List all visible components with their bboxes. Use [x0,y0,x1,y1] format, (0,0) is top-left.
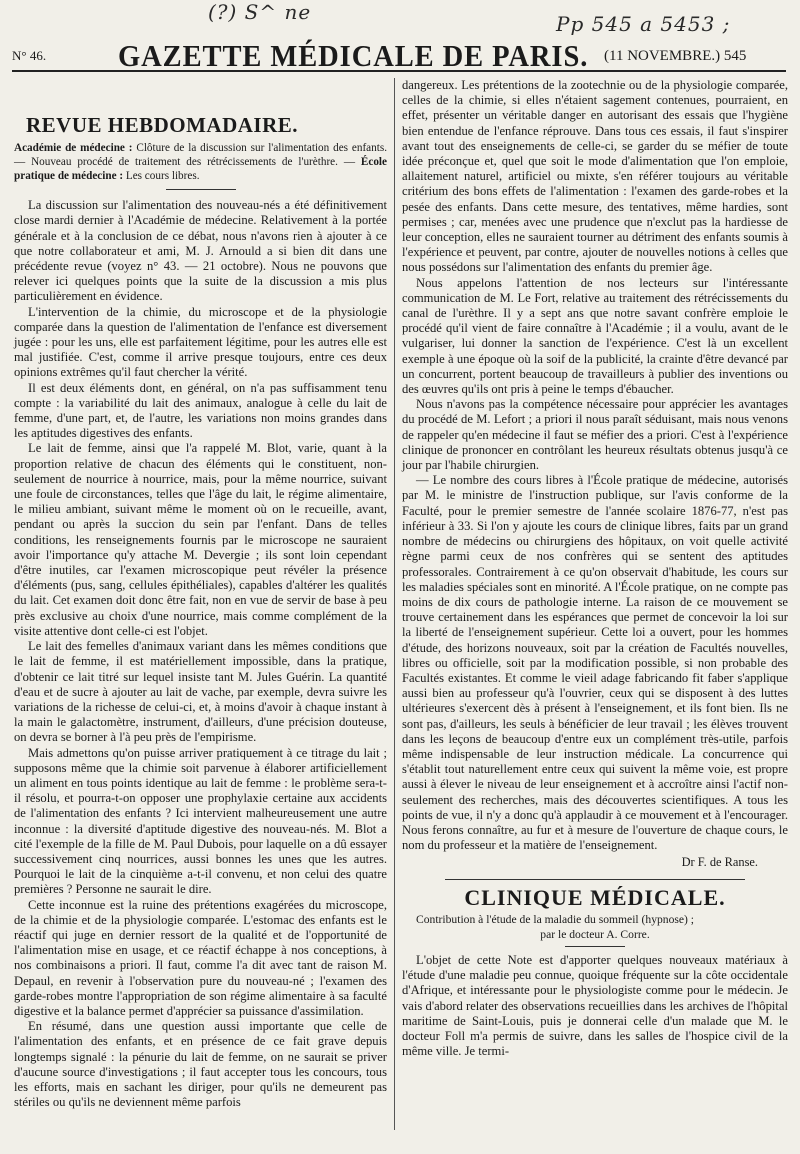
left-column [14,78,387,1134]
paragraph: Nous appelons l'attention de nos lecteurs sur l'intéressante communication de M. Le Fort, relative au traitement des rétrécissements du canal de l'urèthre. Il y a sept ans que notre savant confrère emploie le procédé qu'il vient de faire connaître à l'Académie ; il a voulu, avant de le vulgariser, lui donner la sanction de l'expérience. C'est là un excellent exemple à une époque où la soif de la publicité, la crainte d'être devancé par un concurrent, portent beaucoup de travailleurs à publier des inventions ou des œuvres qu'ils ont pris à peine le temps d'ébaucher. [402,275,788,397]
paragraph: Le lait des femelles d'animaux variant dans les mêmes conditions que le lait de femme, il est matériellement impossible, dans la pratique, d'obtenir ce lait titré sur lequel insiste tant M. Jules Guérin. La quantité d'eau et de sucre à ajouter au lait de vache, par exemple, devra suivre les variations de la richesse de celui-ci, et, à moins d'avoir à chaque instant à la main le galactomètre, instrument, d'ailleurs, d'une précision douteuse, on devra se borner à l'à peu près de l'empirisme. [14,639,387,745]
paragraph: L'intervention de la chimie, du microscope et de la physiologie comparée dans la question de l'alimentation de l'enfance est diversement jugée : pour les uns, elle est parfaitement légitime, pour les autres elle est mal justifiée. C'est, comme il arrive presque toujours, entre ces deux opinions extrêmes qu'il faut chercher la vérité. [14,304,387,380]
right-column [402,78,788,1134]
section-rule [445,879,745,880]
paragraph: Cette inconnue est la ruine des prétentions exagérées du microscope, de la chimie et de la physiologie comparée. L'estomac des enfants est le réactif qui juge en dernier ressort de la qualité et de l'opportunité de l'alimentation mise en usage, et ce réactif échappe à nos conceptions, à nos combinaisons a priori. Il faut, comme l'a dit avec tant de raison M. Depaul, en revenir à l'observation pure du nouveau-né ; l'examen des garde-robes montre l'appropriation de son régime alimentaire à sa faculté digestive et la balance permet d'apprécier sa puissance d'assimilation. [14,897,387,1018]
summary-school-label: École pratique de médecine : [14,156,388,183]
review-summary [14,141,387,183]
masthead [0,38,800,73]
column-divider [394,78,395,1130]
review-heading: REVUE HEBDOMADAIRE. [26,113,299,137]
contribution-title: Contribution à l'étude de la maladie du sommeil (hypnose) ; [416,912,695,926]
handwritten-annotation-top: (?) S^ ne [208,0,312,24]
paragraph: Il est deux éléments dont, en général, on n'a pas suffisamment tenu compte : la variabilité du lait des animaux, analogue à celle du lait de femme, d'une part, et, de l'autre, les variations non moins grandes dans les aptitudes digestives des enfants. [14,380,387,441]
summary-rule [166,189,236,190]
paragraph: Mais admettons qu'on puisse arriver pratiquement à ce titrage du lait ; supposons même que la chimie soit parvenue à élaborer artificiellement un aliment en tous points identique au lait de femme : le problème sera-t-il résolu, et pourra-t-on opposer une prophylaxie certaine aux accidents de l'alimentation des enfants ? Ici intervient malheureusement une autre inconnue : la diversité d'aptitude digestive des nouveau-nés. M. Blot a cité l'exemple de la fille de M. Paul Dubois, pour laquelle on a dû essayer successivement cinq nourrices, aussi bonnes les unes que les autres. Pourquoi le lait de la cinquième a-t-il convenu, et non celui des quatre premières ? Personne ne saurait le dire. [14,745,387,897]
paragraph: Le lait de femme, ainsi que l'a rappelé M. Blot, varie, quant à la proportion relative de chacun des éléments qui le constituent, non-seulement de nourrice à nourrice, mais, pour la même nourrice, suivant une foule de circonstances, telles que l'âge du lait, le régime alimentaire, le milieu ambiant, suivant même le moment où on le recueille, avant, pendant ou après la succion du sein par l'enfant. Dans de telles conditions, les renseignements fournis par le microscope ne sauraient avoir l'importance qu'y attache M. Devergie ; ils sont loin cependant d'être inutiles, car l'examen microscopique peut révéler la présence d'éléments (pus, sang, cellules épithéliales), capables d'altérer les qualités du lait. Cet examen doit donc être fait, non en vue de servir de base à peu près exclusive au choix d'une nourrice, mais comme complément de la visite attentive dont celle-ci est l'objet. [14,441,387,638]
paragraph: La discussion sur l'alimentation des nouveau-nés a été définitivement close mardi dernier à l'Académie de médecine. Relativement à la portée générale et à la conclusion de ce débat, nous n'avons rien à ajouter à ce que notre collaborateur et ami, M. J. Arnould a si bien dit dans une précédente revue (voyez n° 43. — 21 octobre). Nous ne pouvons que relever ici quelques points que la suite de la discussion a mis plus particulièrement en évidence. [14,198,387,304]
author-signature: Dr F. de Ranse. [681,855,758,870]
masthead-rule [12,70,786,72]
paragraph: dangereux. Les prétentions de la zootechnie ou de la physiologie comparée, celles de la chimie, si elles n'étaient sagement contenues, pourraient, en effet, présenter un véritable danger en autorisant des essais que l'hygiène bien entendue de l'enfance réprouve. Dans tous ces essais, il faut s'inspirer avant tout des enseignements de celle-ci, se garder du se méfier de toute idée préconçue et, quel que soit le mode d'alimentation que l'on emploie, allaitement naturel, artificiel ou mixte, s'en référer toujours au véritable critérium des bons effets de l'alimentation : l'examen des garde-robes et la pesée des enfants. Dans cette mesure, des tentatives, même hardies, sont permises ; car, menées avec une prudence que n'exclut pas la hardiesse de leur conception, elles ne sauraient tourner au détriment des enfants soumis à l'expérience et peuvent, par contre, ajouter de nouvelles notions à celles que nous possédons sur l'alimentation des enfants du premier âge. [402,78,788,275]
paragraph: En résumé, dans une question aussi importante que celle de l'alimentation des enfants, et en présence de ce fait grave depuis longtemps signalé : la pénurie du lait de femme, on ne saurait se priver d'aucune source d'investigations ; il faut accepter tous les concours, tous les efforts, mais en sachant les diriger, pour qu'ils ne demeurent pas stériles ou qu'ils ne deviennent même parfois [14,1019,387,1110]
paragraph: — Le nombre des cours libres à l'École pratique de médecine, autorisés par M. le ministre de l'instruction publique, sur l'avis conforme de la Faculté, pour le premier semestre de l'année scolaire 1876-77, n'est pas inférieur à 33. Si l'on y ajoute les cours de clinique libres, faits par un grand nombre de médecins ou chirurgiens des hôpitaux, on voit quelle activité règne parmi ceux de nos confrères qui se sentent des aptitudes professorales. Contrairement à ce qu'on observait d'habitude, les cours sur les maladies spéciales sont en minorité. A l'École pratique, on ne compte pas moins de dix cours de pathologie interne. La raison de ce mouvement se trouve certainement dans les espérances que permet de concevoir la loi sur la liberté de l'enseignement supérieur. Cette loi a ouvert, pour les hommes d'étude, des horizons nouveaux, soit par la création de Facultés nouvelles, libres ou officielle, soit par la modification possible, si non probable des Facultés existantes. Et comme le vieil adage fabricando fit faber s'applique aussi bien au professeur qu'à l'ouvrier, ceux qui se disposent à des luttes ultérieures s'exercent dès à présent à l'enseignement, et ils font bien. Ils ne sont pas, d'ailleurs, les seuls à bénéficier de leur travail ; les élèves trouvent dans les leçons de beaucoup d'entre eux un complément très-utile, parfois même indispensable de leur instruction médicale. La concurrence qui s'établit tout naturellement entre ceux qui suivent la même voie, est propre aussi à élever le niveau de leur enseignement et à accroître ainsi l'actif non-seulement des recherches, mais des découvertes scientifiques. A tous les points de vue, il n'y a donc qu'à applaudir à ce mouvement et à l'encourager. Nous ferons connaître, au fur et à mesure de l'ouverture de chaque cours, le nom du professeur et la matière de l'enseignement. [402,473,788,853]
journal-title: GAZETTE MÉDICALE DE PARIS. [118,38,589,73]
paragraph: Nous n'avons pas la compétence nécessaire pour apprécier les avantages du procédé de M. Lefort ; a priori il nous paraît séduisant, mais nous venons de rappeler qu'en médecine il faut se méfier des a priori. C'est à l'expérience clinique de prononcer en contrôlant les heureux résultats obtenus jusqu'à ce jour par l'habile chirurgien. [402,397,788,473]
summary-academy-text: Clôture de la discussion sur l'alimentation des enfants. — Nouveau procédé de traitement des rétrécissements de l'urèthre. — [14,142,387,169]
clinique-heading: CLINIQUE MÉDICALE. [464,884,726,910]
issue-date-page: (11 NOVEMBRE.) 545 [604,48,747,64]
issue-number: N° 46. [12,48,47,63]
contribution-author: par le docteur A. Corre. [540,927,650,941]
paragraph: L'objet de cette Note est d'apporter quelques nouveaux matériaux à l'étude d'une maladie peu connue, quoique fréquente sur la côte occidentale d'Afrique, et intéressante pour le physiologiste comme pour le médecin. Je vais d'abord relater des observations recueillies dans les archives de l'hôpital maritime de Saint-Louis, puis je donnerai celle d'un malade que M. le docteur Foll m'a permis de suivre, dans les salles de l'hospice civil de la même ville. Je termi- [402,952,788,1059]
handwritten-page-refs: Pp 545 a 5453 ; [556,12,731,36]
summary-academy-label: Académie de médecine : [14,142,133,155]
small-rule [565,946,625,947]
summary-school-text: Les cours libres. [125,170,200,183]
